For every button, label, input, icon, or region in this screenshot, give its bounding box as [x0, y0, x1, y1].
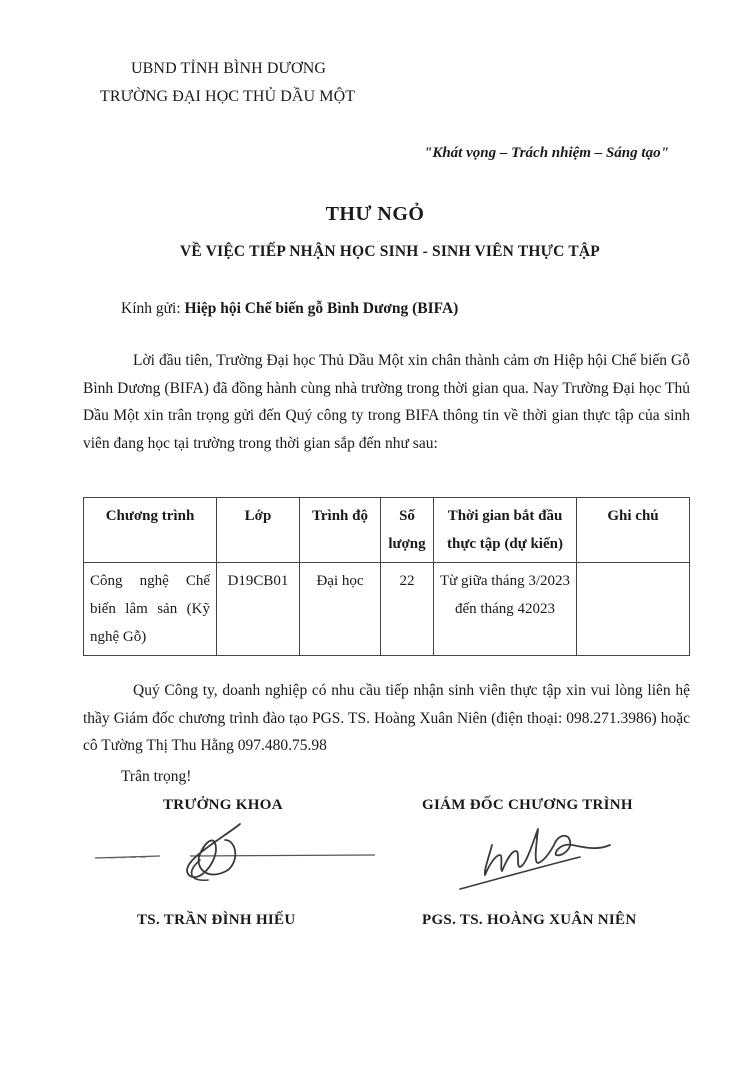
table-header-cell: Số lượng: [381, 498, 434, 563]
right-signature-name: PGS. TS. HOÀNG XUÂN NIÊN: [422, 912, 637, 928]
recipient-name: Hiệp hội Chế biến gỗ Bình Dương (BIFA): [184, 300, 459, 317]
table-header-cell: Ghi chú: [577, 498, 690, 563]
recipient-label: Kính gửi:: [121, 300, 185, 317]
left-signature-name: TS. TRẦN ĐÌNH HIẾU: [137, 912, 296, 928]
recipient-line: [121, 300, 458, 318]
internship-table: [83, 497, 690, 656]
motto: "Khát vọng – Trách nhiệm – Sáng tạo": [424, 145, 669, 161]
intro-paragraph: Lời đầu tiên, Trường Đại học Thủ Dầu Một xin chân thành cảm ơn Hiệp hội Chế biến Gỗ Bình Dương (BIFA) đã đồng hành cùng nhà trường trong thời gian qua. Nay Trường Đại học Thủ Dầu Một xin trân trọng gửi đến Quý công ty trong BIFA thông tin về thời gian thực tập của sinh viên đang học tại trường trong thời gian sắp đến như sau:: [83, 352, 690, 452]
left-signature-mark: [90, 820, 380, 900]
table-header-cell: Trình độ: [300, 498, 381, 563]
table-cell: D19CB01: [217, 563, 300, 656]
org-line-1: UBND TỈNH BÌNH DƯƠNG: [131, 60, 326, 77]
table-cell: [577, 563, 690, 656]
left-signature-title: TRƯỞNG KHOA: [163, 797, 283, 813]
right-signature-mark: [450, 815, 620, 900]
contact-paragraph: Quý Công ty, doanh nghiệp có nhu cầu tiếp nhận sinh viên thực tập xin vui lòng liên hệ thầy Giám đốc chương trình đào tạo PGS. TS. Hoàng Xuân Niên (điện thoại: 098.271.3986) hoặc cô Tường Thị Thu Hằng 097.480.75.98: [83, 682, 690, 754]
table-row: [84, 563, 690, 656]
right-signature-title: GIÁM ĐỐC CHƯƠNG TRÌNH: [422, 797, 633, 813]
org-line-2: TRƯỜNG ĐẠI HỌC THỦ DẦU MỘT: [100, 88, 356, 105]
table-header-cell: Lớp: [217, 498, 300, 563]
table-cell: Công nghệ Chế biến lâm sản (Kỹ nghệ Gỗ): [84, 563, 217, 656]
table-header-cell: Thời gian bắt đầu thực tập (dự kiến): [434, 498, 577, 563]
page-subtitle: VỀ VIỆC TIẾP NHẬN HỌC SINH - SINH VIÊN THỰC TẬP: [180, 243, 600, 260]
table-header-cell: Chương trình: [84, 498, 217, 563]
table-cell: Đại học: [300, 563, 381, 656]
table-header-row: [84, 498, 690, 563]
closing-text: Trân trọng!: [121, 768, 192, 785]
table-cell: 22: [381, 563, 434, 656]
table-cell: Từ giữa tháng 3/2023 đến tháng 42023: [434, 563, 577, 656]
page-title: THƯ NGỎ: [325, 203, 425, 225]
